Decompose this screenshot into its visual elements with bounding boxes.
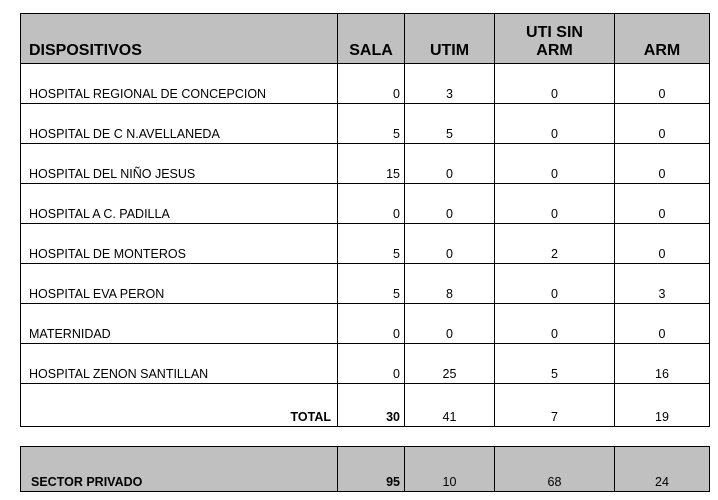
utim-value: 5 xyxy=(405,104,495,144)
uti-sin-arm-value: 0 xyxy=(495,184,615,224)
sala-value: 0 xyxy=(338,184,405,224)
hospital-name: HOSPITAL REGIONAL DE CONCEPCION xyxy=(21,64,338,104)
arm-value: 0 xyxy=(615,104,710,144)
arm-value: 0 xyxy=(615,304,710,344)
uti-sin-arm-value: 0 xyxy=(495,144,615,184)
private-sector-row xyxy=(21,447,710,492)
hospital-name: HOSPITAL DE C N.AVELLANEDA xyxy=(21,104,338,144)
sala-value: 15 xyxy=(338,144,405,184)
utim-value: 3 xyxy=(405,64,495,104)
sala-value: 0 xyxy=(338,64,405,104)
sala-value: 5 xyxy=(338,104,405,144)
hospital-name: HOSPITAL A C. PADILLA xyxy=(21,184,338,224)
hospital-name: HOSPITAL DEL NIÑO JESUS xyxy=(21,144,338,184)
header-uti-sin-arm xyxy=(495,14,615,64)
uti-sin-arm-value: 0 xyxy=(495,104,615,144)
table-row xyxy=(21,184,710,224)
hospital-name: HOSPITAL DE MONTEROS xyxy=(21,224,338,264)
private-sala: 95 xyxy=(338,447,405,492)
total-arm: 19 xyxy=(615,384,710,427)
arm-value: 3 xyxy=(615,264,710,304)
uti-sin-arm-value: 0 xyxy=(495,304,615,344)
utim-value: 0 xyxy=(405,224,495,264)
utim-value: 0 xyxy=(405,184,495,224)
arm-value: 0 xyxy=(615,144,710,184)
arm-value: 0 xyxy=(615,224,710,264)
dispositivos-table xyxy=(20,13,710,427)
total-sala: 30 xyxy=(338,384,405,427)
utim-value: 0 xyxy=(405,304,495,344)
table-row xyxy=(21,224,710,264)
private-utim: 10 xyxy=(405,447,495,492)
utim-value: 8 xyxy=(405,264,495,304)
header-row xyxy=(21,14,710,64)
header-sala: SALA xyxy=(338,14,405,64)
header-utim: UTIM xyxy=(405,14,495,64)
table-row xyxy=(21,144,710,184)
table-row xyxy=(21,64,710,104)
sala-value: 0 xyxy=(338,344,405,384)
sala-value: 0 xyxy=(338,304,405,344)
hospital-name: HOSPITAL EVA PERON xyxy=(21,264,338,304)
uti-sin-arm-value: 2 xyxy=(495,224,615,264)
header-uti-sin-arm-line1: UTI SIN xyxy=(526,24,583,41)
table-row xyxy=(21,104,710,144)
total-row xyxy=(21,384,710,427)
hospital-name: HOSPITAL ZENON SANTILLAN xyxy=(21,344,338,384)
total-label: TOTAL xyxy=(21,384,338,427)
hospital-name: MATERNIDAD xyxy=(21,304,338,344)
private-uti-sin-arm: 68 xyxy=(495,447,615,492)
uti-sin-arm-value: 0 xyxy=(495,264,615,304)
private-label: SECTOR PRIVADO xyxy=(21,447,338,492)
arm-value: 16 xyxy=(615,344,710,384)
header-uti-sin-arm-line2: ARM xyxy=(536,42,573,59)
total-utim: 41 xyxy=(405,384,495,427)
table-row xyxy=(21,344,710,384)
private-arm: 24 xyxy=(615,447,710,492)
table-row xyxy=(21,304,710,344)
table-row xyxy=(21,264,710,304)
utim-value: 0 xyxy=(405,144,495,184)
sala-value: 5 xyxy=(338,224,405,264)
uti-sin-arm-value: 5 xyxy=(495,344,615,384)
arm-value: 0 xyxy=(615,184,710,224)
header-arm: ARM xyxy=(615,14,710,64)
header-dispositivos: DISPOSITIVOS xyxy=(21,14,338,64)
utim-value: 25 xyxy=(405,344,495,384)
total-uti-sin-arm: 7 xyxy=(495,384,615,427)
private-sector-table xyxy=(20,446,710,492)
uti-sin-arm-value: 0 xyxy=(495,64,615,104)
sala-value: 5 xyxy=(338,264,405,304)
arm-value: 0 xyxy=(615,64,710,104)
